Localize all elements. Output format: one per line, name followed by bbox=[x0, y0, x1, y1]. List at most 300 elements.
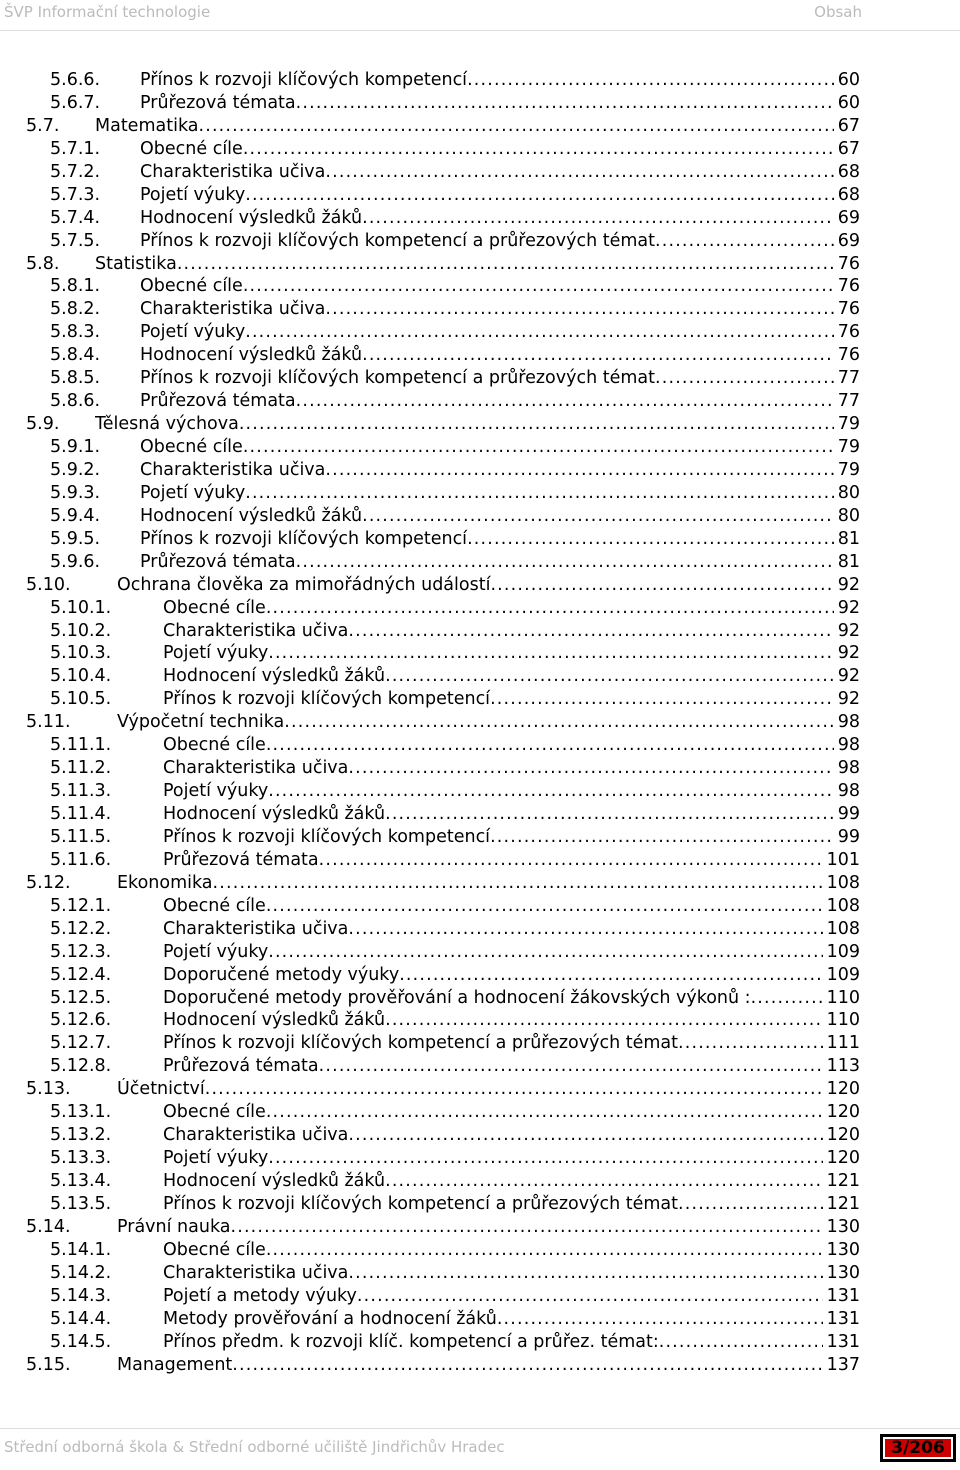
toc-entry-page: 92 bbox=[834, 597, 860, 620]
toc-entry[interactable] bbox=[0, 69, 960, 92]
toc-entry-title-leader bbox=[117, 872, 860, 895]
toc-entry-number: 5.12.5. bbox=[50, 987, 112, 1008]
toc-dot-leader bbox=[245, 321, 860, 344]
toc-entry[interactable] bbox=[0, 665, 960, 688]
toc-entry-page: 108 bbox=[823, 872, 860, 895]
toc-entry-page: 76 bbox=[834, 298, 860, 321]
toc-dot-leader bbox=[325, 161, 860, 184]
toc-entry-title-leader bbox=[117, 1078, 860, 1101]
toc-entry-title-leader bbox=[163, 1032, 860, 1055]
toc-entry-title-leader bbox=[117, 574, 860, 597]
toc-entry-title: Obecné cíle bbox=[140, 138, 243, 159]
toc-entry-title-leader bbox=[140, 482, 860, 505]
toc-entry[interactable] bbox=[0, 872, 960, 895]
toc-entry[interactable] bbox=[0, 849, 960, 872]
toc-entry-number: 5.11.1. bbox=[50, 735, 112, 756]
toc-entry-title-leader bbox=[163, 1147, 860, 1170]
toc-entry-number: 5.12.7. bbox=[50, 1033, 112, 1054]
toc-entry-title: Charakteristika učiva bbox=[163, 758, 349, 779]
toc-entry-page: 137 bbox=[823, 1354, 860, 1377]
toc-entry[interactable] bbox=[0, 1193, 960, 1216]
toc-dot-leader bbox=[655, 230, 860, 253]
toc-entry[interactable] bbox=[0, 275, 960, 298]
toc-entry-number: 5.8.2. bbox=[50, 299, 101, 320]
toc-entry-title: Obecné cíle bbox=[163, 895, 266, 916]
toc-entry-page: 67 bbox=[834, 115, 860, 138]
toc-entry-title: Přínos k rozvoji klíčových kompetencí a průřezových témat bbox=[163, 1193, 679, 1214]
toc-dot-leader bbox=[296, 92, 860, 115]
toc-entry-page: 92 bbox=[834, 574, 860, 597]
toc-entry[interactable] bbox=[0, 1216, 960, 1239]
toc-entry[interactable] bbox=[0, 482, 960, 505]
toc-entry-page: 130 bbox=[823, 1239, 860, 1262]
toc-dot-leader bbox=[243, 436, 860, 459]
toc-entry[interactable] bbox=[0, 298, 960, 321]
toc-dot-leader bbox=[266, 1239, 860, 1262]
toc-entry-number: 5.13.1. bbox=[50, 1102, 112, 1123]
toc-entry-title-leader bbox=[163, 1331, 860, 1354]
toc-dot-leader bbox=[357, 1285, 860, 1308]
toc-entry-title-leader bbox=[140, 436, 860, 459]
toc-entry-title-leader bbox=[163, 803, 860, 826]
toc-dot-leader bbox=[319, 849, 860, 872]
toc-entry-title-leader bbox=[163, 918, 860, 941]
toc-entry-title: Hodnocení výsledků žáků bbox=[140, 345, 363, 366]
toc-entry[interactable] bbox=[0, 92, 960, 115]
toc-entry-title-leader bbox=[163, 987, 860, 1010]
toc-entry-page: 76 bbox=[834, 344, 860, 367]
toc-entry[interactable] bbox=[0, 413, 960, 436]
page-footer bbox=[0, 1428, 960, 1470]
page-header bbox=[0, 0, 960, 31]
toc-entry[interactable] bbox=[0, 597, 960, 620]
toc-entry-number: 5.8.1. bbox=[50, 276, 101, 297]
toc-entry-page: 92 bbox=[834, 688, 860, 711]
toc-entry-number: 5.10.4. bbox=[50, 666, 112, 687]
toc-entry[interactable] bbox=[0, 734, 960, 757]
toc-entry-number: 5.7.1. bbox=[50, 138, 101, 159]
toc-entry-title: Průřezová témata bbox=[140, 92, 296, 113]
toc-entry-title: Charakteristika učiva bbox=[140, 161, 326, 182]
toc-entry[interactable] bbox=[0, 230, 960, 253]
toc-entry[interactable] bbox=[0, 1124, 960, 1147]
toc-entry-page: 92 bbox=[834, 620, 860, 643]
toc-dot-leader bbox=[213, 872, 860, 895]
toc-entry-title: Pojetí výuky bbox=[163, 1148, 269, 1169]
toc-entry-title: Obecné cíle bbox=[163, 1102, 266, 1123]
toc-entry-title: Hodnocení výsledků žáků bbox=[163, 804, 386, 824]
toc-entry-page: 69 bbox=[834, 230, 860, 253]
toc-dot-leader bbox=[348, 1262, 860, 1285]
toc-entry[interactable] bbox=[0, 941, 960, 964]
toc-entry-title-leader bbox=[140, 390, 860, 413]
toc-entry-title-leader bbox=[163, 826, 860, 849]
toc-entry-number: 5.8.5. bbox=[50, 368, 101, 389]
toc-entry[interactable] bbox=[0, 688, 960, 711]
toc-entry-title-leader bbox=[163, 1170, 860, 1193]
toc-dot-leader bbox=[177, 253, 860, 276]
toc-entry[interactable] bbox=[0, 138, 960, 161]
toc-entry[interactable] bbox=[0, 780, 960, 803]
toc-dot-leader bbox=[296, 390, 860, 413]
toc-entry-title-leader bbox=[163, 597, 860, 620]
toc-entry[interactable] bbox=[0, 757, 960, 780]
toc-entry[interactable] bbox=[0, 1262, 960, 1285]
toc-entry-title: Charakteristika učiva bbox=[163, 620, 349, 641]
toc-entry-title: Hodnocení výsledků žáků bbox=[163, 1010, 386, 1031]
toc-entry-number: 5.9. bbox=[26, 414, 60, 435]
toc-entry[interactable] bbox=[0, 161, 960, 184]
toc-dot-leader bbox=[266, 895, 860, 918]
toc-entry-number: 5.12.2. bbox=[50, 918, 112, 939]
toc-entry-number: 5.11.6. bbox=[50, 849, 112, 870]
footer-school-name: Střední odborná škola & Střední odborné učiliště Jindřichův Hradec bbox=[4, 1438, 505, 1456]
toc-entry-title: Přínos k rozvoji klíčových kompetencí a průřezových témat bbox=[163, 1033, 679, 1054]
toc-entry-number: 5.6.6. bbox=[50, 70, 101, 90]
toc-entry[interactable] bbox=[0, 1354, 960, 1377]
toc-entry-title: Přínos k rozvoji klíčových kompetencí a průřezových témat bbox=[140, 230, 656, 251]
toc-entry[interactable] bbox=[0, 528, 960, 551]
toc-entry-page: 111 bbox=[823, 1032, 860, 1055]
toc-entry-title: Přínos předm. k rozvoji klíč. kompetencí a průřez. témat: bbox=[163, 1331, 659, 1352]
toc-dot-leader bbox=[319, 1055, 860, 1078]
toc-dot-leader bbox=[231, 1216, 861, 1239]
toc-entry-title-leader bbox=[95, 253, 860, 276]
toc-dot-leader bbox=[266, 1101, 860, 1124]
toc-entry[interactable] bbox=[0, 184, 960, 207]
toc-entry-number: 5.10.1. bbox=[50, 597, 112, 618]
toc-entry-title: Hodnocení výsledků žáků bbox=[140, 207, 363, 228]
toc-entry-page: 109 bbox=[823, 941, 860, 964]
toc-entry-title-leader bbox=[140, 138, 860, 161]
toc-entry-page: 76 bbox=[834, 275, 860, 298]
toc-entry-number: 5.13.4. bbox=[50, 1171, 112, 1191]
toc-dot-leader bbox=[385, 1170, 860, 1193]
toc-entry-title: Pojetí výuky bbox=[140, 482, 246, 503]
toc-entry-number: 5.12.3. bbox=[50, 941, 112, 962]
toc-entry[interactable] bbox=[0, 803, 960, 826]
toc-dot-leader bbox=[362, 207, 860, 230]
toc-entry-number: 5.14.3. bbox=[50, 1285, 112, 1306]
toc-entry-title: Průřezová témata bbox=[140, 391, 296, 412]
toc-entry[interactable] bbox=[0, 711, 960, 734]
toc-entry-page: 99 bbox=[834, 826, 860, 849]
toc-entry[interactable] bbox=[0, 1055, 960, 1078]
toc-entry-title: Průřezová témata bbox=[140, 551, 296, 572]
toc-entry-page: 131 bbox=[823, 1308, 860, 1331]
toc-entry-title-leader bbox=[140, 528, 860, 551]
toc-entry-page: 121 bbox=[823, 1193, 860, 1216]
toc-entry-page: 99 bbox=[834, 803, 860, 826]
toc-entry-title: Charakteristika učiva bbox=[163, 1262, 349, 1283]
toc-entry-page: 77 bbox=[834, 390, 860, 413]
toc-entry-title: Pojetí výuky bbox=[163, 781, 269, 802]
toc-entry-page: 130 bbox=[823, 1262, 860, 1285]
toc-dot-leader bbox=[325, 459, 860, 482]
toc-entry-title: Charakteristika učiva bbox=[163, 918, 349, 939]
toc-entry-title: Pojetí výuky bbox=[140, 322, 246, 343]
toc-entry[interactable] bbox=[0, 1308, 960, 1331]
toc-entry-page: 108 bbox=[823, 895, 860, 918]
toc-entry-title: Přínos k rozvoji klíčových kompetencí bbox=[163, 826, 491, 847]
toc-entry-page: 77 bbox=[834, 367, 860, 390]
toc-entry[interactable] bbox=[0, 895, 960, 918]
toc-entry-title-leader bbox=[95, 413, 860, 436]
toc-entry-page: 120 bbox=[823, 1147, 860, 1170]
page-number: 3/206 bbox=[885, 1439, 951, 1457]
toc-entry-title: Doporučené metody prověřování a hodnocení žákovských výkonů : bbox=[163, 987, 751, 1008]
toc-entry-title-leader bbox=[163, 1262, 860, 1285]
toc-entry-page: 131 bbox=[823, 1331, 860, 1354]
toc-entry-title: Charakteristika učiva bbox=[140, 299, 326, 320]
toc-entry-title-leader bbox=[140, 230, 860, 253]
toc-dot-leader bbox=[243, 138, 860, 161]
toc-entry[interactable] bbox=[0, 1331, 960, 1354]
toc-entry[interactable] bbox=[0, 207, 960, 230]
toc-dot-leader bbox=[245, 482, 860, 505]
toc-entry-title-leader bbox=[163, 1101, 860, 1124]
toc-dot-leader bbox=[268, 780, 860, 803]
toc-entry-title-leader bbox=[163, 1055, 860, 1078]
toc-entry[interactable] bbox=[0, 551, 960, 574]
toc-entry-page: 79 bbox=[834, 436, 860, 459]
toc-entry-title: Pojetí výuky bbox=[140, 184, 246, 205]
toc-entry-page: 120 bbox=[823, 1078, 860, 1101]
toc-entry[interactable] bbox=[0, 321, 960, 344]
toc-entry-title: Matematika bbox=[95, 115, 199, 136]
toc-entry-number: 5.7.2. bbox=[50, 161, 101, 182]
toc-entry[interactable] bbox=[0, 1170, 960, 1193]
toc-dot-leader bbox=[266, 597, 860, 620]
toc-entry-number: 5.11. bbox=[26, 712, 71, 733]
toc-entry-page: 109 bbox=[823, 964, 860, 987]
toc-entry-page: 121 bbox=[823, 1170, 860, 1193]
toc-entry-title: Průřezová témata bbox=[163, 1056, 319, 1077]
toc-entry[interactable] bbox=[0, 390, 960, 413]
toc-entry-number: 5.12.8. bbox=[50, 1056, 112, 1077]
toc-entry-title-leader bbox=[163, 1124, 860, 1147]
toc-entry[interactable] bbox=[0, 1009, 960, 1032]
toc-entry-number: 5.11.5. bbox=[50, 826, 112, 847]
toc-entry-number: 5.8.4. bbox=[50, 345, 101, 366]
toc-entry-title: Přínos k rozvoji klíčových kompetencí bbox=[140, 70, 468, 90]
toc-entry-page: 60 bbox=[834, 92, 860, 115]
toc-entry-title-leader bbox=[163, 688, 860, 711]
toc-dot-leader bbox=[399, 964, 860, 987]
toc-entry-title: Přínos k rozvoji klíčových kompetencí a průřezových témat bbox=[140, 368, 656, 389]
toc-entry[interactable] bbox=[0, 1147, 960, 1170]
toc-entry-page: 76 bbox=[834, 321, 860, 344]
toc-entry-number: 5.9.4. bbox=[50, 505, 101, 526]
toc-entry-page: 79 bbox=[834, 413, 860, 436]
toc-entry-title-leader bbox=[163, 1009, 860, 1032]
toc-entry[interactable] bbox=[0, 459, 960, 482]
toc-dot-leader bbox=[348, 918, 860, 941]
toc-entry[interactable] bbox=[0, 918, 960, 941]
toc-entry-number: 5.10.2. bbox=[50, 620, 112, 641]
toc-entry-title-leader bbox=[140, 298, 860, 321]
toc-entry-number: 5.12. bbox=[26, 872, 71, 893]
toc-entry-title: Statistika bbox=[95, 253, 177, 274]
toc-entry[interactable] bbox=[0, 344, 960, 367]
toc-entry-page: 110 bbox=[823, 1009, 860, 1032]
toc-entry-title: Charakteristika učiva bbox=[163, 1125, 349, 1146]
toc-entry-title-leader bbox=[163, 642, 860, 665]
table-of-contents bbox=[0, 69, 960, 1376]
toc-entry-number: 5.14.5. bbox=[50, 1331, 112, 1352]
toc-entry-title-leader bbox=[163, 665, 860, 688]
toc-entry-title-leader bbox=[140, 92, 860, 115]
header-document-title: ŠVP Informační technologie bbox=[4, 3, 211, 21]
toc-entry-title-leader bbox=[140, 275, 860, 298]
toc-entry-title-leader bbox=[117, 1216, 860, 1239]
toc-entry-title-leader bbox=[140, 459, 860, 482]
toc-entry-title-leader bbox=[163, 620, 860, 643]
toc-entry[interactable] bbox=[0, 1285, 960, 1308]
toc-entry[interactable] bbox=[0, 574, 960, 597]
toc-dot-leader bbox=[490, 826, 860, 849]
toc-entry-number: 5.15. bbox=[26, 1354, 71, 1375]
toc-dot-leader bbox=[655, 367, 860, 390]
toc-dot-leader bbox=[490, 688, 860, 711]
toc-dot-leader bbox=[362, 505, 860, 528]
toc-entry-title-leader bbox=[163, 1239, 860, 1262]
toc-entry-number: 5.10.3. bbox=[50, 643, 112, 664]
toc-entry-page: 120 bbox=[823, 1101, 860, 1124]
toc-entry-page: 76 bbox=[834, 253, 860, 276]
toc-entry-number: 5.9.2. bbox=[50, 459, 101, 480]
toc-entry-title-leader bbox=[140, 207, 860, 230]
toc-entry-number: 5.13.3. bbox=[50, 1148, 112, 1169]
toc-entry-number: 5.14.2. bbox=[50, 1262, 112, 1283]
page-number-badge bbox=[880, 1434, 956, 1462]
toc-entry-title-leader bbox=[140, 184, 860, 207]
toc-entry[interactable] bbox=[0, 436, 960, 459]
toc-entry[interactable] bbox=[0, 642, 960, 665]
toc-entry[interactable] bbox=[0, 1078, 960, 1101]
toc-entry-title-leader bbox=[140, 161, 860, 184]
toc-entry-title: Obecné cíle bbox=[163, 1239, 266, 1260]
toc-dot-leader bbox=[268, 642, 860, 665]
toc-entry-page: 60 bbox=[834, 69, 860, 92]
toc-entry-title-leader bbox=[163, 1193, 860, 1216]
toc-entry-number: 5.12.6. bbox=[50, 1010, 112, 1031]
toc-entry-title: Obecné cíle bbox=[163, 597, 266, 618]
toc-entry-title: Pojetí výuky bbox=[163, 643, 269, 664]
toc-entry[interactable] bbox=[0, 826, 960, 849]
toc-entry-number: 5.10.5. bbox=[50, 689, 112, 710]
toc-entry-page: 98 bbox=[834, 711, 860, 734]
toc-entry-number: 5.11.2. bbox=[50, 758, 112, 779]
toc-entry-title: Obecné cíle bbox=[163, 735, 266, 756]
toc-entry-title-leader bbox=[117, 711, 860, 734]
toc-entry[interactable] bbox=[0, 115, 960, 138]
toc-entry-title: Přínos k rozvoji klíčových kompetencí bbox=[163, 689, 491, 710]
toc-entry[interactable] bbox=[0, 1032, 960, 1055]
toc-entry-title-leader bbox=[163, 757, 860, 780]
toc-dot-leader bbox=[284, 711, 860, 734]
toc-entry-number: 5.11.3. bbox=[50, 781, 112, 802]
toc-dot-leader bbox=[362, 344, 860, 367]
toc-entry-page: 98 bbox=[834, 757, 860, 780]
toc-entry-title-leader bbox=[163, 1308, 860, 1331]
toc-entry-number: 5.8.3. bbox=[50, 322, 101, 343]
toc-dot-leader bbox=[348, 1124, 860, 1147]
toc-entry-page: 120 bbox=[823, 1124, 860, 1147]
toc-entry-page: 80 bbox=[834, 505, 860, 528]
toc-entry-title: Obecné cíle bbox=[140, 437, 243, 457]
toc-entry-number: 5.8. bbox=[26, 253, 60, 274]
toc-entry[interactable] bbox=[0, 367, 960, 390]
toc-entry-page: 92 bbox=[834, 642, 860, 665]
toc-entry-number: 5.13.5. bbox=[50, 1193, 112, 1214]
toc-dot-leader bbox=[205, 1078, 860, 1101]
toc-entry-title-leader bbox=[163, 895, 860, 918]
toc-dot-leader bbox=[490, 574, 860, 597]
toc-dot-leader bbox=[348, 757, 860, 780]
toc-entry[interactable] bbox=[0, 620, 960, 643]
toc-entry-title-leader bbox=[140, 551, 860, 574]
toc-entry-title-leader bbox=[163, 1285, 860, 1308]
toc-dot-leader bbox=[385, 665, 860, 688]
toc-entry-page: 79 bbox=[834, 459, 860, 482]
toc-entry-page: 98 bbox=[834, 780, 860, 803]
toc-entry[interactable] bbox=[0, 964, 960, 987]
toc-entry-number: 5.9.6. bbox=[50, 551, 101, 572]
toc-entry-number: 5.7. bbox=[26, 115, 60, 136]
toc-entry-title: Pojetí a metody výuky bbox=[163, 1285, 357, 1306]
toc-entry[interactable] bbox=[0, 1101, 960, 1124]
toc-entry-title: Hodnocení výsledků žáků bbox=[163, 666, 386, 687]
toc-entry-title: Ekonomika bbox=[117, 872, 213, 893]
toc-entry-title: Právní nauka bbox=[117, 1216, 231, 1237]
toc-entry-page: 110 bbox=[823, 987, 860, 1010]
toc-dot-leader bbox=[497, 1308, 860, 1331]
toc-entry[interactable] bbox=[0, 1239, 960, 1262]
toc-entry-title: Metody prověřování a hodnocení žáků bbox=[163, 1308, 497, 1329]
toc-entry-title: Tělesná výchova bbox=[95, 414, 239, 435]
toc-entry[interactable] bbox=[0, 505, 960, 528]
toc-dot-leader bbox=[325, 298, 860, 321]
toc-entry-page: 68 bbox=[834, 161, 860, 184]
toc-entry-page: 92 bbox=[834, 665, 860, 688]
header-section-title: Obsah bbox=[814, 3, 862, 21]
toc-entry-title: Obecné cíle bbox=[140, 276, 243, 297]
toc-entry-number: 5.7.5. bbox=[50, 230, 101, 251]
toc-entry-title-leader bbox=[163, 941, 860, 964]
toc-entry-page: 113 bbox=[823, 1055, 860, 1078]
toc-entry-number: 5.7.4. bbox=[50, 207, 101, 228]
toc-entry-title: Management bbox=[117, 1354, 233, 1375]
toc-entry-number: 5.6.7. bbox=[50, 92, 101, 113]
toc-entry-title: Výpočetní technika bbox=[117, 712, 285, 733]
toc-entry-title: Ochrana člověka za mimořádných událostí bbox=[117, 574, 491, 595]
toc-entry-title-leader bbox=[140, 69, 860, 92]
toc-entry-number: 5.9.5. bbox=[50, 528, 101, 549]
toc-entry-title-leader bbox=[140, 367, 860, 390]
toc-entry-title-leader bbox=[140, 344, 860, 367]
toc-entry-page: 81 bbox=[834, 551, 860, 574]
toc-entry[interactable] bbox=[0, 253, 960, 276]
toc-entry-title-leader bbox=[95, 115, 860, 138]
toc-entry[interactable] bbox=[0, 987, 960, 1010]
toc-entry-number: 5.13. bbox=[26, 1079, 71, 1100]
toc-entry-number: 5.13.2. bbox=[50, 1125, 112, 1146]
toc-entry-number: 5.14. bbox=[26, 1216, 71, 1237]
toc-entry-page: 67 bbox=[834, 138, 860, 161]
toc-entry-page: 108 bbox=[823, 918, 860, 941]
toc-entry-page: 81 bbox=[834, 528, 860, 551]
